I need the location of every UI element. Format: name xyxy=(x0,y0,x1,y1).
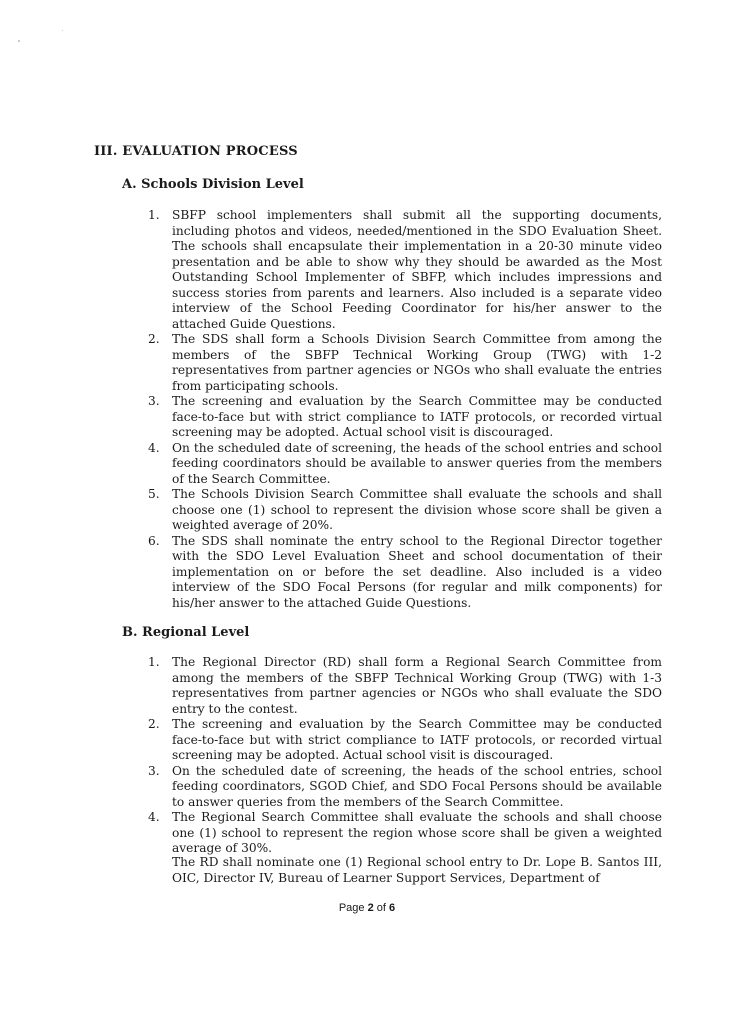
subsection-b-title: B. Regional Level xyxy=(122,625,250,640)
list-item-text: SBFP school implementers shall submit all the supporting documents, including photos and videos, needed/mentioned in the SDO Evaluation Sheet. The schools shall encapsulate their implementation in a 20-30 minute video presentation and be able to show why they should be awarded as the Most Outstanding School Implementer of SBFP, which includes impressions and success stories from parents and learners. Also included is a separate video interview of the School Feeding Coordinator for his/her answer to the attached Guide Questions. xyxy=(172,208,662,331)
current-page-number: 2 xyxy=(367,902,374,914)
list-item-text: The SDS shall nominate the entry school to the Regional Director together with the SDO Level Evaluation Sheet and school documentation of their implementation on or before the set deadline. Also included is a video interview of the SDO Focal Persons (for regular and milk components) for his/her answer to the attached Guide Questions. xyxy=(172,533,662,610)
list-item: 5. The Schools Division Search Committee shall evaluate the schools and shall choose one (1) school to represent the division whose score shall be given a weighted average of 20%. xyxy=(148,487,662,532)
list-item-text: On the scheduled date of screening, the heads of the school entries and school feeding coordinators should be available to answer queries from the members of the Search Committee. xyxy=(172,440,662,486)
subsection-a-list xyxy=(148,208,662,611)
scan-speck xyxy=(18,40,20,42)
list-item-text: The Regional Search Committee shall evaluate the schools and shall choose one (1) school to represent the region whose score shall be given a weighted average of 30%. xyxy=(172,810,662,855)
list-item-text: On the scheduled date of screening, the heads of the school entries, school feeding coordinators, SGOD Chief, and SDO Focal Persons should be available to answer queries from the members of the Search Committee. xyxy=(172,763,662,809)
subsection-a-title: A. Schools Division Level xyxy=(122,177,304,192)
list-item: 3. The screening and evaluation by the Search Committee may be conducted face-to-face but with strict compliance to IATF protocols, or recorded virtual screening may be adopted. Actual school visit is discouraged. xyxy=(148,394,662,439)
scan-speck xyxy=(62,30,63,31)
section-title: III. EVALUATION PROCESS xyxy=(94,144,298,159)
list-item-text: The screening and evaluation by the Search Committee may be conducted face-to-face but with strict compliance to IATF protocols, or recorded virtual screening may be adopted. Actual school visit is discouraged. xyxy=(172,717,662,762)
list-item: 4. The Regional Search Committee shall evaluate the schools and shall choose one (1) school to represent the region whose score shall be given a weighted average of 30%. xyxy=(148,810,662,855)
list-item-text: The Schools Division Search Committee shall evaluate the schools and shall choose one (1) school to represent the division whose score shall be given a weighted average of 20%. xyxy=(172,487,662,532)
list-item: 1. SBFP school implementers shall submit all the supporting documents, including photos and videos, needed/mentioned in the SDO Evaluation Sheet. The schools shall encapsulate their implementation in a 20-30 minute video presentation and be able to show why they should be awarded as the Most Outstanding School Implementer of SBFP, which includes impressions and success stories from parents and learners. Also included is a separate video interview of the School Feeding Coordinator for his/her answer to the attached Guide Questions. xyxy=(148,208,662,331)
page-footer: Page 2 of 6 xyxy=(338,902,396,914)
list-item-text: The screening and evaluation by the Search Committee may be conducted face-to-face but with strict compliance to IATF protocols, or recorded virtual screening may be adopted. Actual school visit is discouraged. xyxy=(172,394,662,439)
list-item-text: The SDS shall form a Schools Division Search Committee from among the members of the SBFP Technical Working Group (TWG) with 1-2 representatives from partner agencies or NGOs who shall evaluate the entries from participating schools. xyxy=(172,332,662,393)
list-item: 6. The SDS shall nominate the entry school to the Regional Director together with the SDO Level Evaluation Sheet and school documentation of their implementation on or before the set deadline. Also included is a video interview of the SDO Focal Persons (for regular and milk components) for his/her answer to the attached Guide Questions. xyxy=(148,533,662,610)
list-item: 3. On the scheduled date of screening, the heads of the school entries, school feeding coordinators, SGOD Chief, and SDO Focal Persons should be available to answer queries from the members of the Search Committee. xyxy=(148,763,662,809)
list-item-text: The Regional Director (RD) shall form a Regional Search Committee from among the members of the SBFP Technical Working Group (TWG) with 1-3 representatives from partner agencies or NGOs who shall evaluate the SDO entry to the contest. xyxy=(172,655,662,716)
list-item: 2. The SDS shall form a Schools Division Search Committee from among the members of the SBFP Technical Working Group (TWG) with 1-2 representatives from partner agencies or NGOs who shall evaluate the entries from participating schools. xyxy=(148,332,662,393)
continuation-paragraph: The RD shall nominate one (1) Regional school entry to Dr. Lope B. Santos III, OIC, Director IV, Bureau of Learner Support Services, Department of xyxy=(172,855,662,885)
list-item: 1. The Regional Director (RD) shall form a Regional Search Committee from among the members of the SBFP Technical Working Group (TWG) with 1-3 representatives from partner agencies or NGOs who shall evaluate the SDO entry to the contest. xyxy=(148,655,662,716)
subsection-b-list xyxy=(148,655,662,857)
list-item: 4. On the scheduled date of screening, the heads of the school entries and school feeding coordinators should be available to answer queries from the members of the Search Committee. xyxy=(148,440,662,486)
total-pages-number: 6 xyxy=(389,902,396,914)
list-item: 2. The screening and evaluation by the Search Committee may be conducted face-to-face but with strict compliance to IATF protocols, or recorded virtual screening may be adopted. Actual school visit is discouraged. xyxy=(148,717,662,762)
